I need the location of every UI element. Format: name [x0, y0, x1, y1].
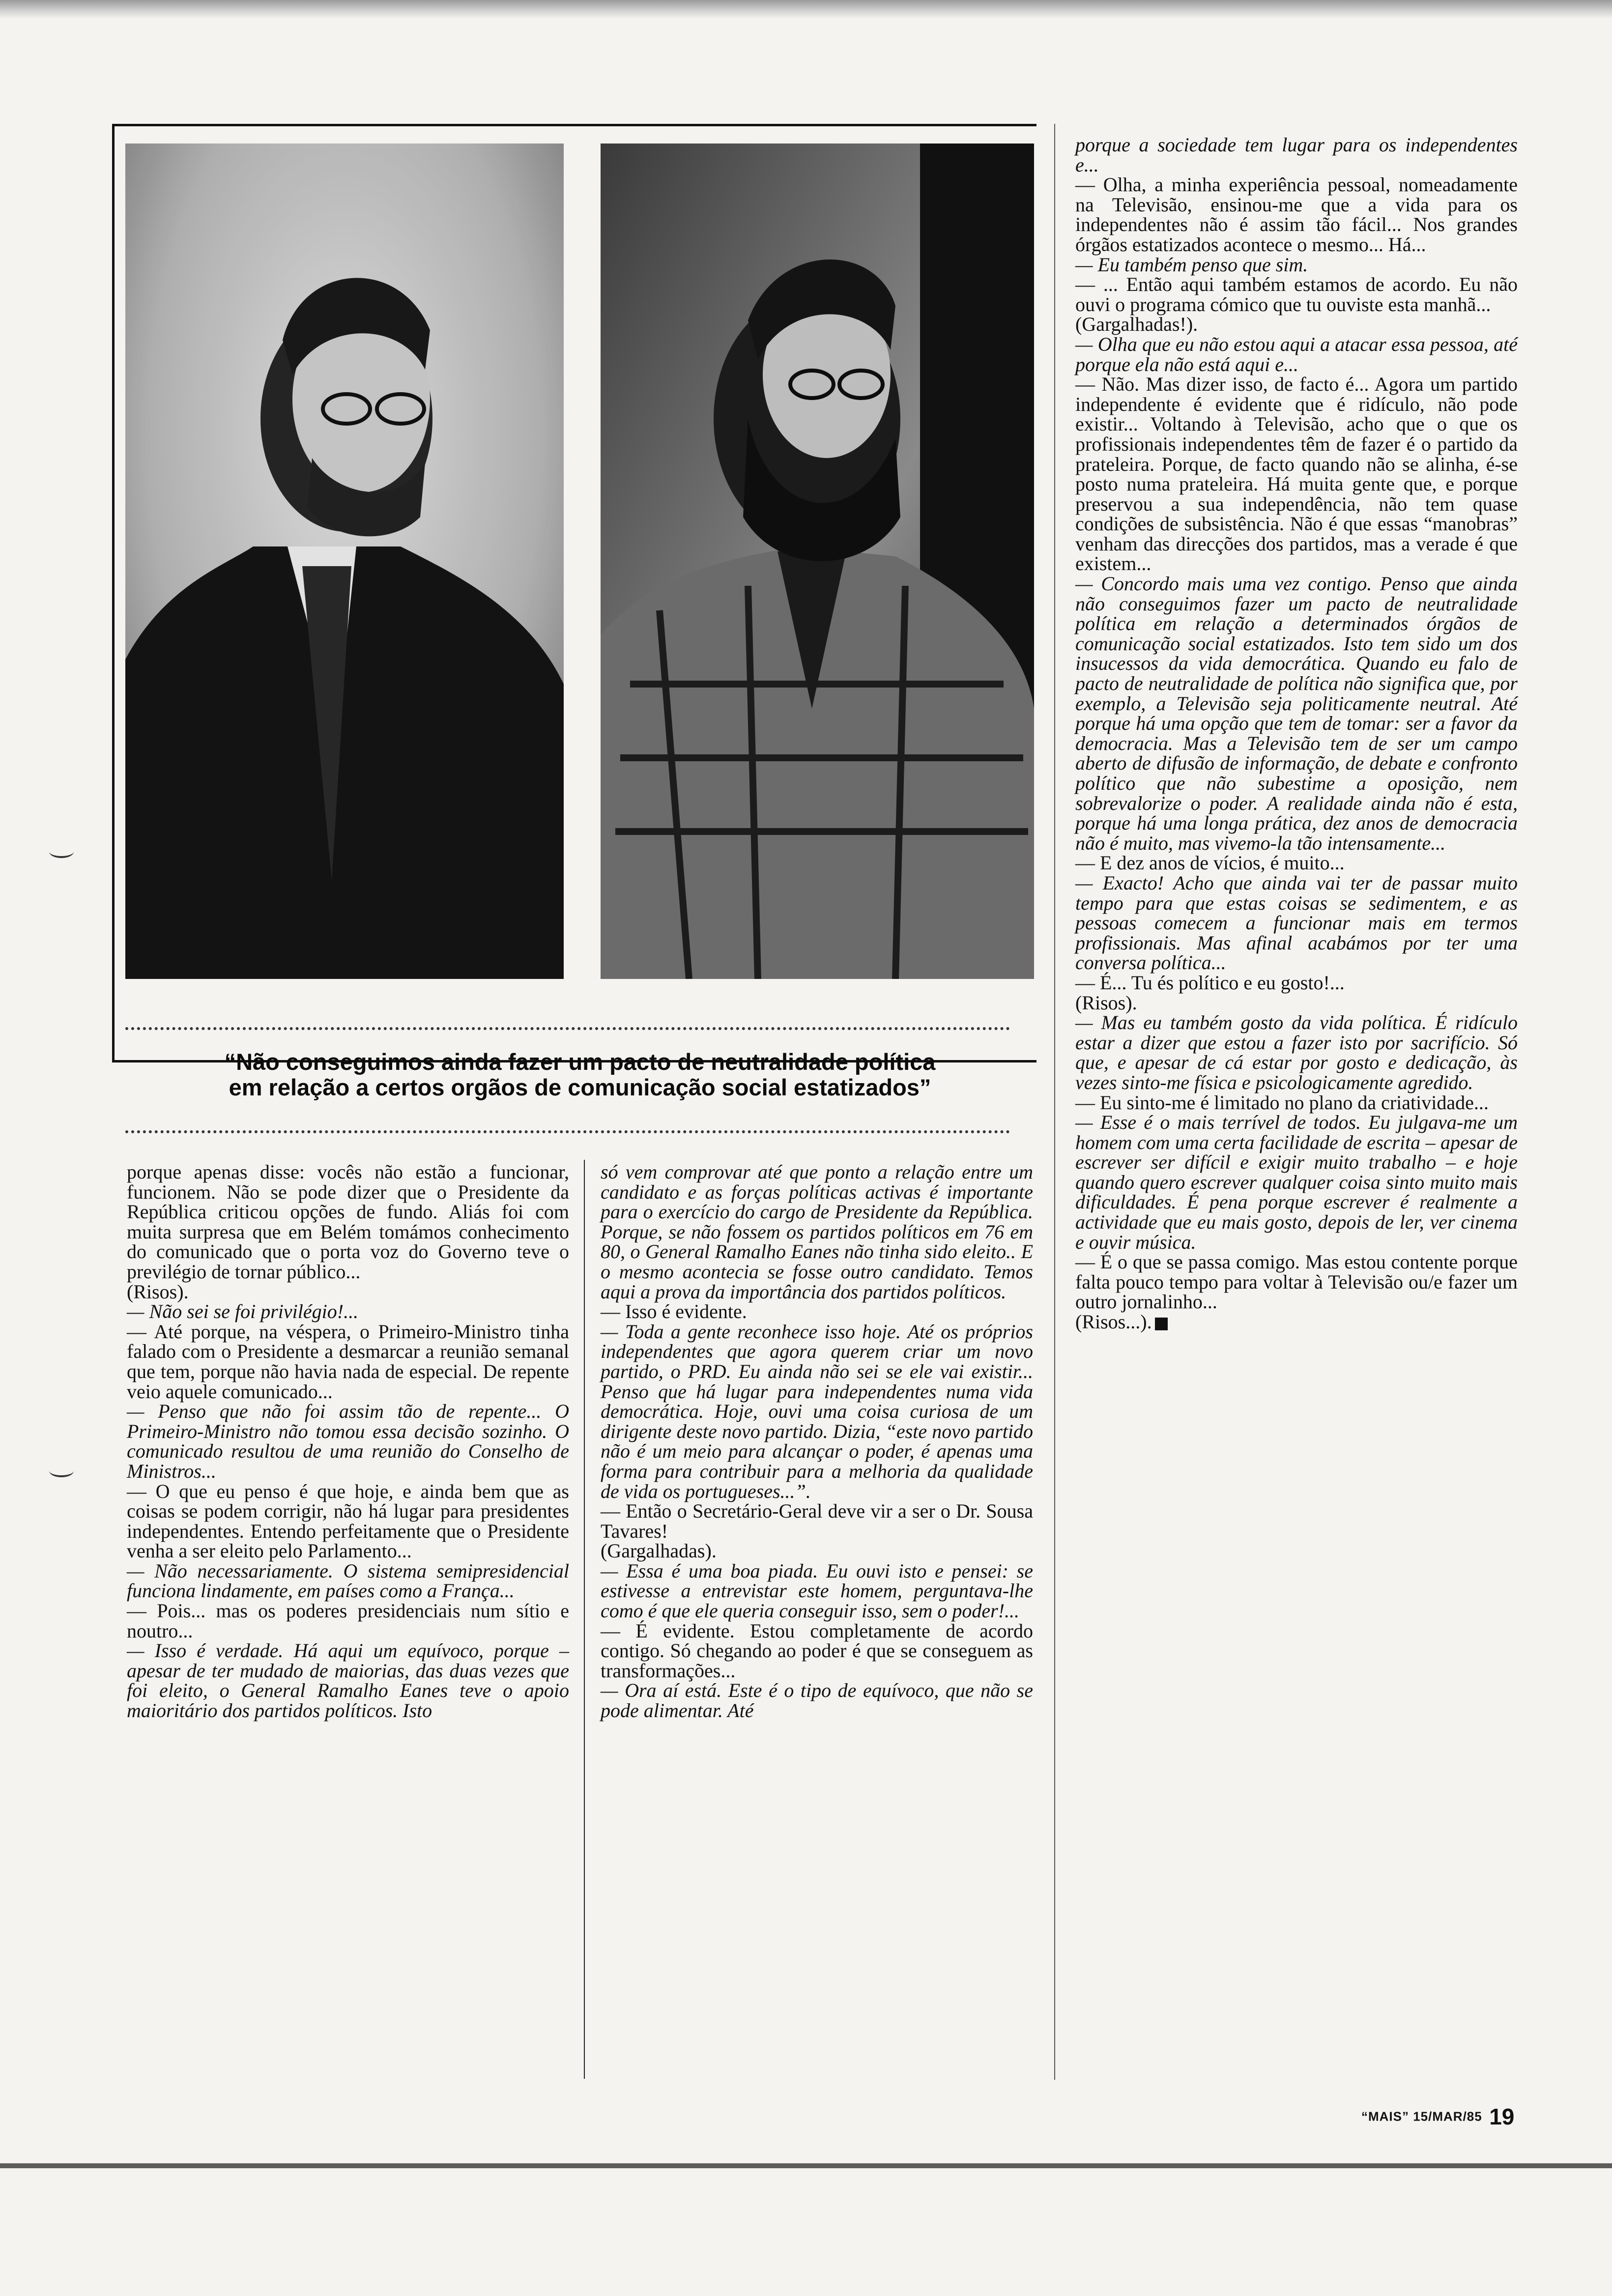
scan-top-edge: [0, 0, 1612, 19]
paragraph: — Eu sinto-me é limitado no plano da criatividade...: [1075, 1091, 1489, 1114]
paragraph: — Olha, a minha experiência pessoal, nomeadamente na Televisão, ensinou-me que a vida para os independentes não é assim tão fácil... Nos grandes órgãos estatizados acontece o mesmo... Há...: [1075, 173, 1518, 256]
page-number: 19: [1489, 2104, 1515, 2129]
paragraph: (Gargalhadas).: [601, 1540, 717, 1562]
caption-line-1: “Não conseguimos ainda fazer um pacto de neutralidade política: [224, 1049, 936, 1075]
photo-left: [125, 144, 564, 979]
paragraph: — Olha que eu não estou aqui a atacar essa pessoa, até porque ela não está aqui e...: [1075, 333, 1518, 375]
paragraph: — É... Tu és político e eu gosto!...: [1075, 971, 1345, 994]
photo-caption: [147, 1049, 1012, 1100]
paragraph: porque apenas disse: vocês não estão a funcionar, funcionem. Não se pode dizer que o Presidente da República criticou opções de fundo. Aliás foi com muita surpresa que em Belém tomámos conhecimento do comunicado que o porta voz do Governo teve o previlégio de tornar público...: [127, 1161, 569, 1283]
photo-right: [601, 144, 1034, 979]
paragraph: — O que eu penso é que hoje, e ainda bem que as coisas se podem corrigir, não há lugar para presidentes independentes. Entendo perfeitamente que o Presidente venha a ser eleito pelo Parlamento...: [127, 1480, 569, 1562]
column-divider-right: [1054, 124, 1055, 2080]
paragraph: — Essa é uma boa piada. Eu ouvi isto e pensei: se estivesse a entrevistar este homem, perguntava-lhe como é que ele queria conseguir isso, sem o poder!...: [601, 1559, 1033, 1622]
paragraph: — É o que se passa comigo. Mas estou contente porque falta pouco tempo para voltar à Televisão ou/e fazer um outro jornalinho...: [1075, 1251, 1518, 1313]
paragraph: só vem comprovar até que ponto a relação entre um candidato e as forças políticas activas é importante para o exercício do cargo de Presidente da República. Porque, se não fossem os partidos políticos em 76 em 80, o General Ramalho Eanes não tinha sido eleito.. E o mesmo acontecia se fosse outro candidato. Temos aqui a prova da importância dos partidos políticos.: [601, 1161, 1033, 1303]
paragraph: — Ora aí está. Este é o tipo de equívoco, que não se pode alimentar. Até: [601, 1679, 1033, 1722]
paragraph: — Não. Mas dizer isso, de facto é... Agora um partido independente é evidente que é ridículo, não pode existir... Voltando à Televisão, acho que o que os profissionais independentes têm de fazer é o partido da prateleira. Porque, de facto quando não se alinha, é-se posto numa prateleira. Há muita gente que, e porque preservou a sua independência, não tem quase condições de subsistência. Não é que essas “manobras” venham das direcções dos partidos, mas a verade é que existem...: [1075, 373, 1518, 575]
paragraph: — Penso que não foi assim tão de repente... O Primeiro-Ministro não tomou essa decisão sozinho. O comunicado resultou de uma reunião do Conselho de Ministros...: [127, 1400, 569, 1482]
end-of-article-icon: [1155, 1318, 1168, 1330]
magazine-date: “MAIS” 15/MAR/85: [1361, 2109, 1482, 2124]
paragraph: — Esse é o mais terrível de todos. Eu julgava-me um homem com uma certa facilidade de escrita – apesar de escrever ser difícil e exigir muito trabalho – e hoje quando quero escrever qualquer coisa sinto muito mais dificuldades. É pena porque escrever é realmente a actividade que eu mais gosto, depois de ler, ver cinema e ouvir música.: [1075, 1111, 1518, 1253]
paragraph: (Gargalhadas!).: [1075, 313, 1198, 336]
paragraph: — Então o Secretário-Geral deve vir a ser o Dr. Sousa Tavares!: [601, 1500, 1033, 1542]
paragraph: — Não sei se foi privilégio!...: [127, 1300, 359, 1323]
paragraph: porque a sociedade tem lugar para os independentes e...: [1075, 134, 1518, 176]
paragraph: — Até porque, na véspera, o Primeiro-Ministro tinha falado com o Presidente a desmarcar a reunião semanal que tem, porque não havia nada de especial. De repente veio aquele comunicado...: [127, 1320, 569, 1403]
paragraph: — Mas eu também gosto da vida política. É ridículo estar a dizer que estou a fazer isto por sacrifício. Só que, e apesar de cá estar por gosto e dedicação, às vezes sinto-me física e psicologicamente agredido.: [1075, 1011, 1518, 1093]
paragraph: — ... Então aqui também estamos de acordo. Eu não ouvi o programa cómico que tu ouviste esta manhã...: [1075, 273, 1518, 316]
paragraph: (Risos).: [1075, 991, 1137, 1014]
paragraph: (Risos...).: [1075, 1312, 1518, 1332]
paragraph: (Risos).: [127, 1280, 189, 1303]
margin-mark: [49, 845, 74, 858]
paragraph: — E dez anos de vícios, é muito...: [1075, 852, 1345, 874]
paragraph: — Isso é evidente.: [601, 1300, 747, 1323]
article-column-3: [1075, 135, 1518, 1332]
column-divider: [584, 1160, 585, 2079]
paragraph: — Exacto! Acho que ainda vai ter de passar muito tempo para que estas coisas se sedimentem, e as pessoas comecem a funcionar mais em termos profissionais. Mas afinal acabámos por ter uma conversa política...: [1075, 871, 1518, 974]
caption-line-2: em relação a certos orgãos de comunicação social estatizados”: [229, 1074, 931, 1100]
paragraph: — Concordo mais uma vez contigo. Penso que ainda não conseguimos fazer um pacto de neutralidade política em relação a determinados órgãos de comunicação social estatizados. Isto tem sido um dos insucessos da vida democrática. Quando eu falo de pacto de neutralidade de política não significa que, por exemplo, a Televisão seja politicamente neutral. Até porque há uma opção que tem de tomar: ser a favor da democracia. Mas a Televisão tem de ser um campo aberto de difusão de informação, de debate e confronto político que não subestime a oposição, nem sobrevalorize o poder. A realidade ainda não é esta, porque há uma longa prática, dez anos de democracia não é muito, mas vivemo-la tão intensamente...: [1075, 573, 1518, 854]
paragraph: — Pois... mas os poderes presidenciais num sítio e noutro...: [127, 1600, 569, 1642]
article-column-2: [601, 1162, 1033, 1721]
article-column-1: [127, 1162, 569, 1721]
paragraph: — Eu também penso que sim.: [1075, 253, 1308, 276]
caption-bottom-rule: [125, 1130, 1010, 1133]
paragraph: — É evidente. Estou completamente de acordo contigo. Só chegando ao poder é que se conseguem as transformações...: [601, 1619, 1033, 1682]
margin-mark: [49, 1464, 74, 1477]
scan-bottom-edge: [0, 2163, 1612, 2168]
paragraph: — Toda a gente reconhece isso hoje. Até os próprios independentes que agora querem criar um novo partido, o PRD. Eu ainda não sei se ele vai existir... Penso que há lugar para independentes numa vida democrática. Hoje, ouvi uma coisa curiosa de um dirigente deste novo partido. Dizia, “este novo partido não é um meio para alcançar o poder, é apenas uma forma para contribuir para a melhoria da qualidade de vida os portugueses...”.: [601, 1320, 1033, 1502]
paragraph: — Isso é verdade. Há aqui um equívoco, porque – apesar de ter mudado de maiorias, das duas vezes que foi eleito, o General Ramalho Eanes teve o apoio maioritário dos partidos políticos. Isto: [127, 1639, 569, 1722]
caption-top-rule: [125, 1027, 1010, 1030]
paragraph: — Não necessariamente. O sistema semipresidencial funciona lindamente, em países como a França...: [127, 1559, 569, 1602]
page-footer: [1361, 2103, 1514, 2130]
